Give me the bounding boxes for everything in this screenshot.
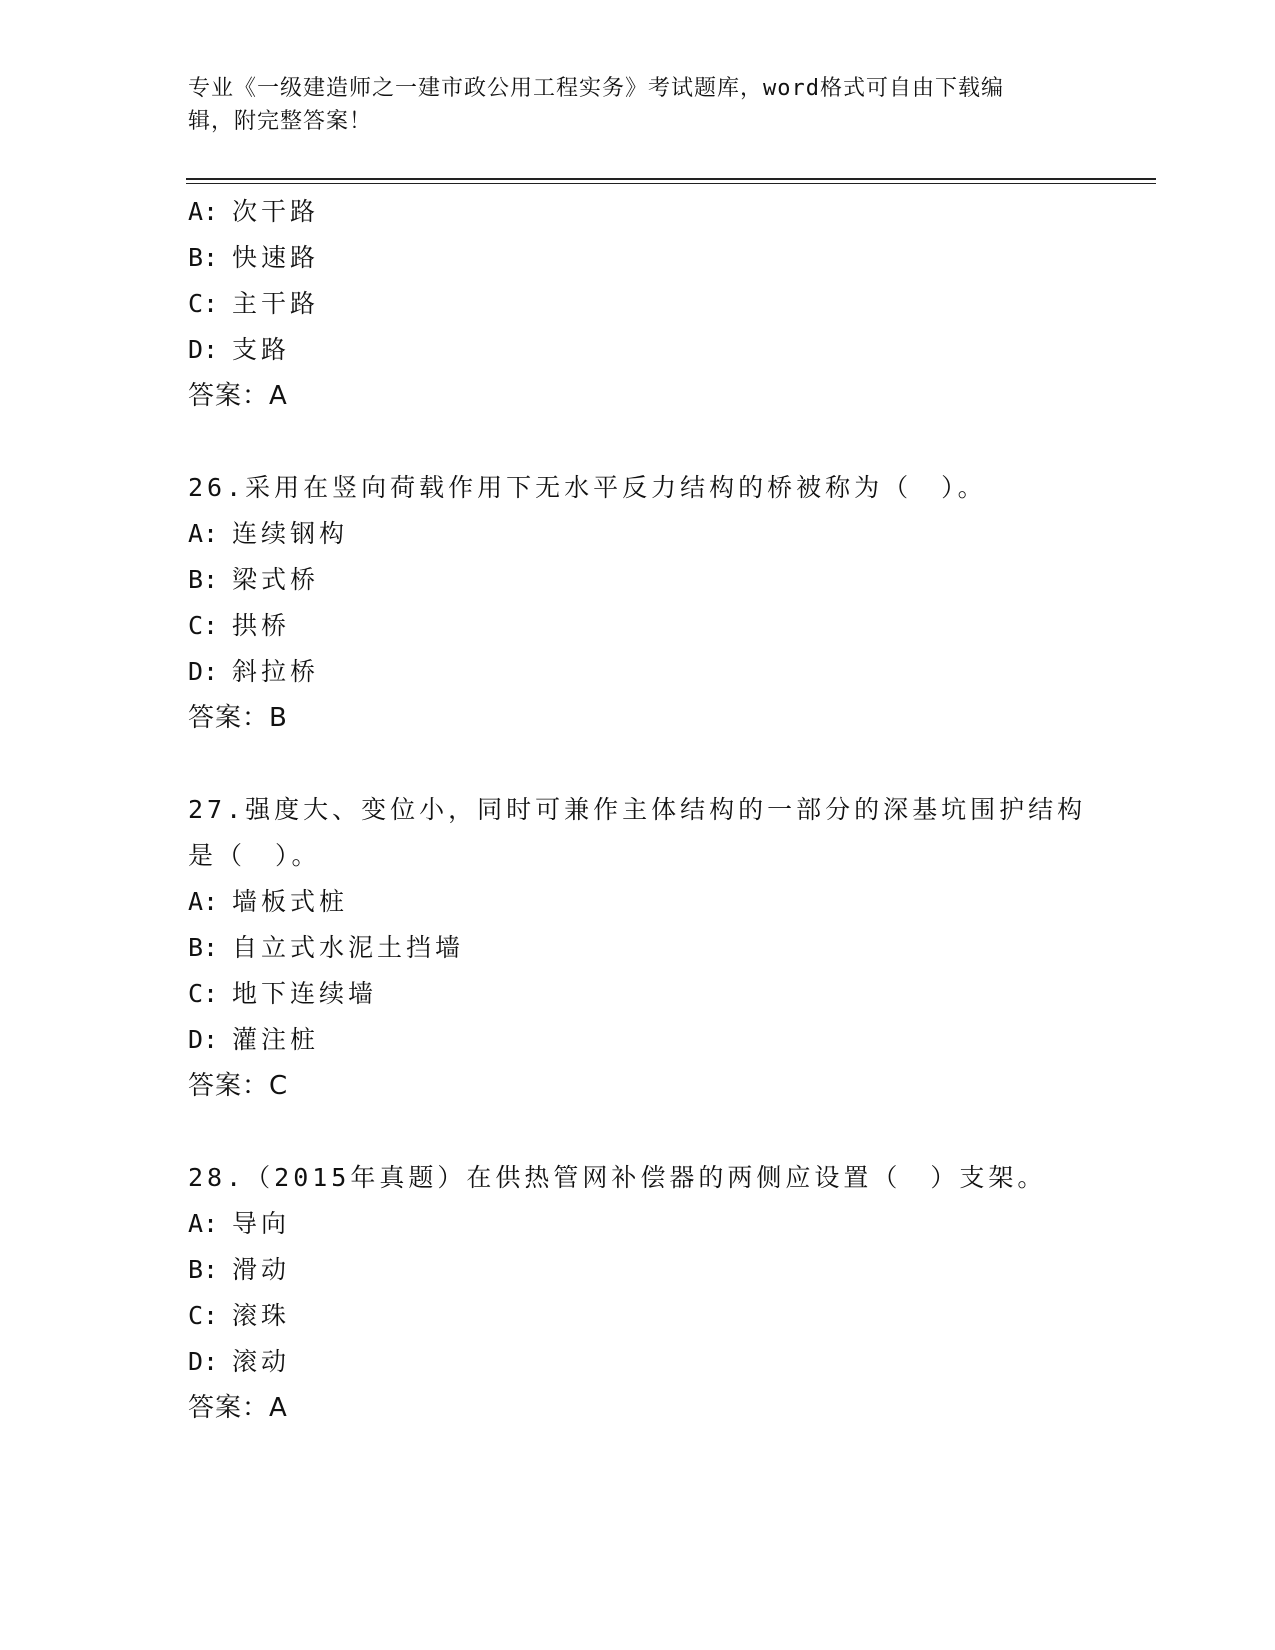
option-text: 快速路 [232,243,320,272]
option-key: D: [188,657,219,686]
header-title-line-1: 专业《一级建造师之一建市政公用工程实务》考试题库，word格式可自由下载编 [188,76,1004,101]
option-text: 墙板式桩 [232,887,349,916]
option-text: 滑动 [232,1255,291,1284]
option-key: A: [188,887,219,916]
option-text: 次干路 [232,197,320,226]
option-a [188,879,1088,925]
option-b [188,925,1088,971]
question-stem: 26.采用在竖向荷载作用下无水平反力结构的桥被称为（ ）。 [188,473,987,502]
option-text: 灌注桩 [232,1025,320,1054]
option-text: 自立式水泥土挡墙 [232,933,465,962]
option-c [188,1293,1088,1339]
option-key: C: [188,289,219,318]
option-a [188,1201,1088,1247]
option-key: B: [188,565,219,594]
option-key: A: [188,1209,219,1238]
option-text: 梁式桥 [232,565,320,594]
option-a [188,189,1088,235]
spacer [188,741,1088,787]
option-d [188,1017,1088,1063]
document-header [188,72,1068,138]
answer-line: 答案：C [188,1071,289,1101]
option-key: B: [188,243,219,272]
option-key: D: [188,335,219,364]
spacer [188,1109,1088,1155]
option-text: 滚动 [232,1347,291,1376]
option-key: D: [188,1347,219,1376]
spacer [188,419,1088,465]
option-text: 斜拉桥 [232,657,320,686]
option-d [188,649,1088,695]
option-key: C: [188,979,219,1008]
option-c [188,281,1088,327]
header-divider [186,178,1156,184]
option-d [188,327,1088,373]
question-stem: 28.（2015年真题）在供热管网补偿器的两侧应设置（ ）支架。 [188,1163,1047,1192]
option-text: 滚珠 [232,1301,291,1330]
option-b [188,235,1088,281]
question-27 [188,787,1088,1109]
question-list [188,189,1088,1431]
option-key: C: [188,1301,219,1330]
option-text: 连续钢构 [232,519,349,548]
answer-line: 答案：A [188,1393,288,1423]
option-b [188,1247,1088,1293]
header-title-line-2: 辑，附完整答案！ [188,109,373,134]
option-c [188,603,1088,649]
option-key: D: [188,1025,219,1054]
question-stem-line-1: 27.强度大、变位小，同时可兼作主体结构的一部分的深基坑围护结构 [188,795,1087,824]
option-key: A: [188,197,219,226]
option-key: A: [188,519,219,548]
answer-line: 答案：A [188,381,288,411]
question-28 [188,1155,1088,1431]
option-a [188,511,1088,557]
option-key: B: [188,933,219,962]
question-26 [188,465,1088,741]
option-b [188,557,1088,603]
option-text: 支路 [232,335,291,364]
option-text: 地下连续墙 [232,979,378,1008]
option-c [188,971,1088,1017]
option-key: C: [188,611,219,640]
question-25 [188,189,1088,419]
option-text: 导向 [232,1209,291,1238]
question-stem-line-2: 是（ ）。 [188,841,321,870]
option-key: B: [188,1255,219,1284]
answer-line: 答案：B [188,703,288,733]
option-d [188,1339,1088,1385]
option-text: 拱桥 [232,611,291,640]
option-text: 主干路 [232,289,320,318]
